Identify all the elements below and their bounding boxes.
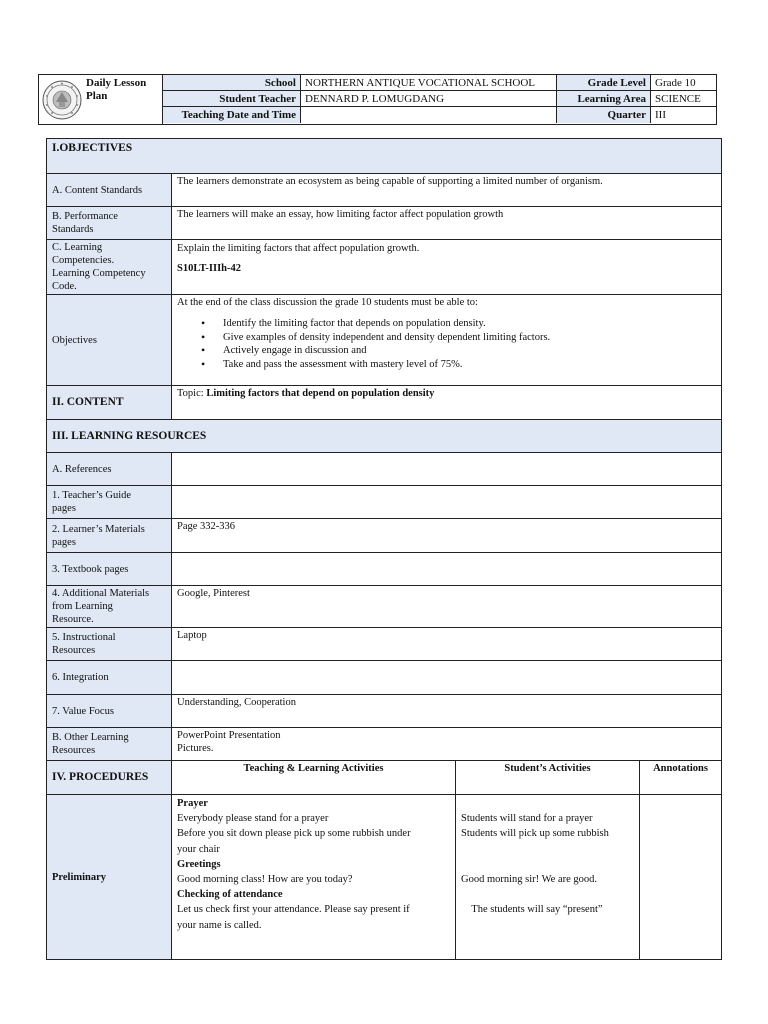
teachers-guide-value <box>172 486 722 519</box>
objectives-value <box>172 295 722 386</box>
competencies-text: Explain the limiting factors that affect population growth. <box>177 243 420 254</box>
performance-standards-label <box>47 207 172 240</box>
additional-materials-value: Google, Pinterest <box>172 586 722 628</box>
teacher-line: Before you sit down please pick up some rubbish under <box>177 828 411 840</box>
teacher-line: Let us check first your attendance. Please say present if <box>177 904 410 916</box>
procedures-header-row <box>47 761 722 795</box>
student-line: Students will pick up some rubbish <box>461 828 609 840</box>
student-line <box>461 842 634 857</box>
performance-standards-label-line: Standards <box>52 224 94 235</box>
other-resources-value-line: Pictures. <box>177 743 214 754</box>
table-row <box>47 728 722 761</box>
student-line <box>461 857 634 872</box>
integration-label: 6. Integration <box>47 661 172 695</box>
resources-heading-row <box>47 420 722 453</box>
table-row <box>47 519 722 553</box>
objectives-heading-row <box>47 139 722 174</box>
competencies-label-line: Code. <box>52 281 77 292</box>
objectives-heading: I.OBJECTIVES <box>47 139 722 174</box>
school-value: NORTHERN ANTIQUE VOCATIONAL SCHOOL <box>301 75 557 91</box>
instructional-resources-value: Laptop <box>172 628 722 661</box>
table-row <box>47 553 722 586</box>
topic-value: Limiting factors that depend on population density <box>206 388 435 399</box>
student-activities-header: Student’s Activities <box>456 761 640 795</box>
teachers-guide-label-line: 1. Teacher’s Guide <box>52 490 132 501</box>
list-item: • Actively engage in discussion and <box>223 344 716 358</box>
competencies-label-line: Learning Competency <box>52 268 146 279</box>
instructional-resources-label-line: 5. Instructional <box>52 632 116 643</box>
student-line: The students will say “present” <box>461 904 603 916</box>
teacher-activities-cell <box>172 795 456 960</box>
learners-materials-value: Page 332-336 <box>172 519 722 553</box>
header-info-grid <box>163 75 716 124</box>
document-title <box>86 75 146 103</box>
competencies-label-line: Competencies. <box>52 255 115 266</box>
references-label: A. References <box>47 453 172 486</box>
student-line <box>461 796 634 811</box>
student-line: Students will stand for a prayer <box>461 813 593 825</box>
attendance-heading: Checking of attendance <box>177 889 283 901</box>
list-item: • Identify the limiting factor that depends on population density. <box>223 317 716 331</box>
instructional-resources-label-line: Resources <box>52 645 96 656</box>
objectives-label: Objectives <box>47 295 172 386</box>
other-resources-label <box>47 728 172 761</box>
table-row <box>47 486 722 519</box>
teaching-date-value <box>301 107 557 123</box>
header-title-cell <box>39 75 163 124</box>
student-teacher-value: DENNARD P. LOMUGDANG <box>301 91 557 107</box>
textbook-pages-label: 3. Textbook pages <box>47 553 172 586</box>
textbook-pages-value <box>172 553 722 586</box>
annotations-header: Annotations <box>640 761 722 795</box>
grade-level-value: Grade 10 <box>651 75 716 91</box>
teacher-line: your name is called. <box>177 919 262 931</box>
resources-heading: III. LEARNING RESOURCES <box>47 420 722 453</box>
table-row <box>47 453 722 486</box>
additional-materials-label-line: 4. Additional Materials <box>52 588 150 599</box>
competencies-label-line: C. Learning <box>52 242 103 253</box>
competencies-label <box>47 240 172 295</box>
document-title-line1: Daily Lesson <box>86 77 147 89</box>
table-row <box>47 628 722 661</box>
quarter-label: Quarter <box>557 107 651 123</box>
document-title-line2: Plan <box>86 90 108 102</box>
table-row <box>47 207 722 240</box>
list-item: • Take and pass the assessment with mastery level of 75%. <box>223 358 716 372</box>
other-resources-value <box>172 728 722 761</box>
performance-standards-label-line: B. Performance <box>52 211 118 222</box>
learning-area-label: Learning Area <box>557 91 651 107</box>
references-value <box>172 453 722 486</box>
table-row <box>47 240 722 295</box>
other-resources-label-line: B. Other Learning <box>52 732 129 743</box>
other-resources-value-line: PowerPoint Presentation <box>177 730 281 741</box>
additional-materials-label <box>47 586 172 628</box>
table-row <box>47 695 722 728</box>
teaching-activities-header: Teaching & Learning Activities <box>172 761 456 795</box>
objectives-list <box>223 317 716 371</box>
learners-materials-label <box>47 519 172 553</box>
teacher-line: your chair <box>177 843 220 855</box>
other-resources-label-line: Resources <box>52 745 96 756</box>
content-topic <box>172 386 722 420</box>
student-line <box>461 887 634 902</box>
annotations-cell <box>640 795 722 960</box>
additional-materials-label-line: from Learning <box>52 601 113 612</box>
table-row <box>47 386 722 420</box>
grade-level-label: Grade Level <box>557 75 651 91</box>
lesson-plan-table <box>46 138 722 960</box>
learners-materials-label-line: 2. Learner’s Materials <box>52 523 145 535</box>
deped-seal-icon <box>42 80 82 120</box>
teachers-guide-label-line: pages <box>52 503 76 514</box>
value-focus-value: Understanding, Cooperation <box>172 695 722 728</box>
student-teacher-label: Student Teacher <box>163 91 301 107</box>
performance-standards-value: The learners will make an essay, how limiting factor affect population growth <box>172 207 722 240</box>
procedures-heading: IV. PROCEDURES <box>47 761 172 795</box>
teaching-date-label: Teaching Date and Time <box>163 107 301 123</box>
topic-label: Topic: <box>177 388 207 399</box>
quarter-value: III <box>651 107 716 123</box>
integration-value <box>172 661 722 695</box>
preliminary-row <box>47 795 722 960</box>
content-heading: II. CONTENT <box>47 386 172 420</box>
instructional-resources-label <box>47 628 172 661</box>
value-focus-label: 7. Value Focus <box>47 695 172 728</box>
table-row <box>47 295 722 386</box>
table-row <box>47 661 722 695</box>
learning-area-value: SCIENCE <box>651 91 716 107</box>
teachers-guide-label <box>47 486 172 519</box>
school-label: School <box>163 75 301 91</box>
student-line: Good morning sir! We are good. <box>461 873 598 885</box>
teacher-line: Everybody please stand for a prayer <box>177 813 329 825</box>
lesson-plan-header <box>38 74 717 125</box>
competency-code: S10LT-IIIh-42 <box>177 263 242 274</box>
learners-materials-label-line: pages <box>52 536 76 548</box>
competencies-value <box>172 240 722 295</box>
content-standards-value: The learners demonstrate an ecosystem as being capable of supporting a limited number of organism. <box>172 174 722 207</box>
content-standards-label: A. Content Standards <box>47 174 172 207</box>
greetings-heading: Greetings <box>177 858 221 870</box>
preliminary-label: Preliminary <box>47 795 172 960</box>
table-row <box>47 586 722 628</box>
prayer-heading: Prayer <box>177 798 208 809</box>
objectives-intro: At the end of the class discussion the grade 10 students must be able to: <box>177 297 478 308</box>
table-row <box>47 174 722 207</box>
teacher-line: Good morning class! How are you today? <box>177 874 353 886</box>
additional-materials-label-line: Resource. <box>52 614 94 625</box>
list-item: • Give examples of density independent and density dependent limiting factors. <box>223 331 716 345</box>
student-activities-cell <box>456 795 640 960</box>
